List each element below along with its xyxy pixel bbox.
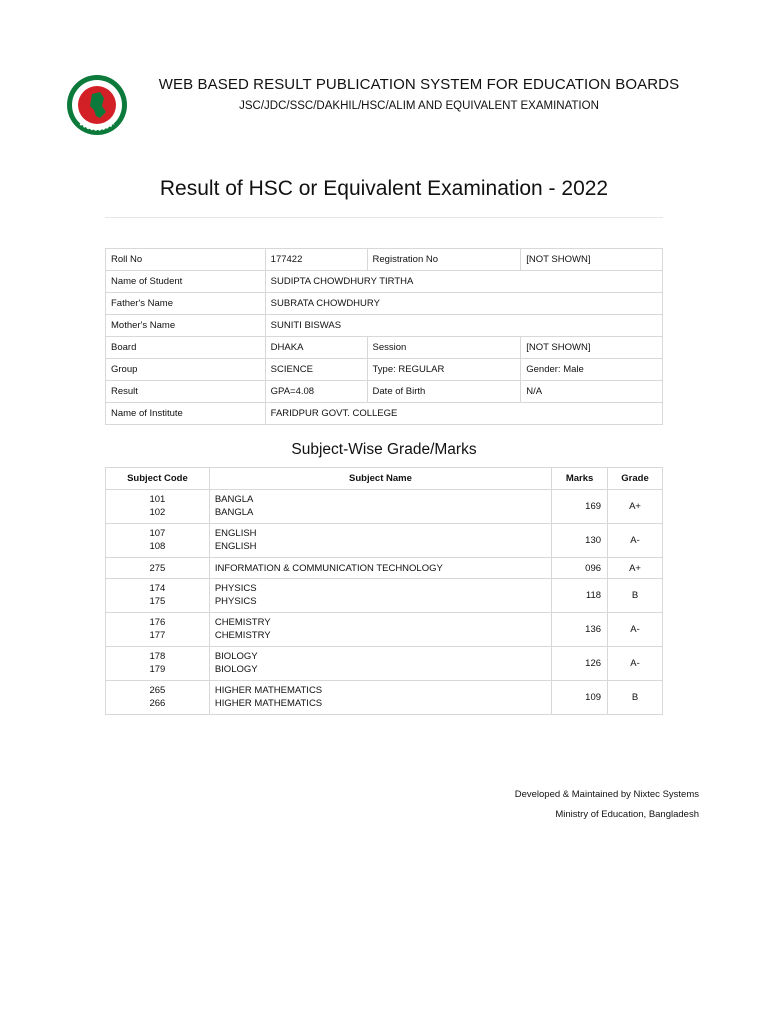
marks-cell: 126 xyxy=(552,647,608,681)
mother-name-value: SUNITI BISWAS xyxy=(265,315,662,337)
session-label: Session xyxy=(367,337,521,359)
table-row xyxy=(106,403,663,425)
grade-cell: B xyxy=(608,681,663,715)
subject-code-header: Subject Code xyxy=(106,468,210,490)
table-row xyxy=(106,681,663,715)
table-row xyxy=(106,613,663,647)
subject-name-cell: ENGLISH ENGLISH xyxy=(209,524,551,558)
subject-name-cell: HIGHER MATHEMATICS HIGHER MATHEMATICS xyxy=(209,681,551,715)
subject-code-cell: 265 266 xyxy=(106,681,210,715)
session-value: [NOT SHOWN] xyxy=(521,337,663,359)
marks-cell: 118 xyxy=(552,579,608,613)
father-name-value: SUBRATA CHOWDHURY xyxy=(265,293,662,315)
table-header-row xyxy=(106,468,663,490)
table-row xyxy=(106,293,663,315)
table-row xyxy=(106,490,663,524)
grade-cell: A- xyxy=(608,613,663,647)
subject-name-cell: CHEMISTRY CHEMISTRY xyxy=(209,613,551,647)
grades-table xyxy=(105,467,663,715)
roll-value: 177422 xyxy=(265,249,367,271)
father-name-label: Father's Name xyxy=(106,293,266,315)
marks-cell: 136 xyxy=(552,613,608,647)
table-row xyxy=(106,249,663,271)
grade-cell: A- xyxy=(608,524,663,558)
grade-cell: B xyxy=(608,579,663,613)
divider xyxy=(105,217,663,218)
dob-label: Date of Birth xyxy=(367,381,521,403)
group-label: Group xyxy=(106,359,266,381)
table-row xyxy=(106,558,663,579)
subject-code-cell: 107 108 xyxy=(106,524,210,558)
grade-cell: A+ xyxy=(608,490,663,524)
table-row xyxy=(106,271,663,293)
subject-name-cell: BANGLA BANGLA xyxy=(209,490,551,524)
student-name-value: SUDIPTA CHOWDHURY TIRTHA xyxy=(265,271,662,293)
grade-header: Grade xyxy=(608,468,663,490)
subject-name-cell: INFORMATION & COMMUNICATION TECHNOLOGY xyxy=(209,558,551,579)
grade-cell: A+ xyxy=(608,558,663,579)
student-info-table xyxy=(105,248,663,425)
subject-code-cell: 174 175 xyxy=(106,579,210,613)
institute-label: Name of Institute xyxy=(106,403,266,425)
student-name-label: Name of Student xyxy=(106,271,266,293)
board-value: DHAKA xyxy=(265,337,367,359)
header-title: WEB BASED RESULT PUBLICATION SYSTEM FOR EDUCATION BOARDS xyxy=(158,76,680,93)
marks-cell: 169 xyxy=(552,490,608,524)
group-value: SCIENCE xyxy=(265,359,367,381)
marks-cell: 096 xyxy=(552,558,608,579)
dob-value: N/A xyxy=(521,381,663,403)
ministry-credit: Ministry of Education, Bangladesh xyxy=(555,809,699,820)
table-row xyxy=(106,381,663,403)
mother-name-label: Mother's Name xyxy=(106,315,266,337)
registration-label: Registration No xyxy=(367,249,521,271)
table-row xyxy=(106,579,663,613)
result-label: Result xyxy=(106,381,266,403)
subject-name-header: Subject Name xyxy=(209,468,551,490)
board-label: Board xyxy=(106,337,266,359)
subject-code-cell: 178 179 xyxy=(106,647,210,681)
table-row xyxy=(106,524,663,558)
header-subtitle: JSC/JDC/SSC/DAKHIL/HSC/ALIM AND EQUIVALENT EXAMINATION xyxy=(239,100,599,112)
result-value: GPA=4.08 xyxy=(265,381,367,403)
subject-code-cell: 275 xyxy=(106,558,210,579)
roll-label: Roll No xyxy=(106,249,266,271)
type-value: Type: REGULAR xyxy=(367,359,521,381)
page-title: Result of HSC or Equivalent Examination - 2022 xyxy=(159,177,609,200)
gender-value: Gender: Male xyxy=(521,359,663,381)
table-row xyxy=(106,315,663,337)
bangladesh-govt-seal-icon xyxy=(66,72,128,138)
registration-value: [NOT SHOWN] xyxy=(521,249,663,271)
subject-code-cell: 176 177 xyxy=(106,613,210,647)
subject-code-cell: 101 102 xyxy=(106,490,210,524)
table-row xyxy=(106,337,663,359)
marks-header: Marks xyxy=(552,468,608,490)
marks-cell: 109 xyxy=(552,681,608,715)
grade-cell: A- xyxy=(608,647,663,681)
table-row xyxy=(106,647,663,681)
developer-credit: Developed & Maintained by Nixtec Systems xyxy=(514,789,699,800)
grades-section-title: Subject-Wise Grade/Marks xyxy=(291,441,477,458)
marks-cell: 130 xyxy=(552,524,608,558)
subject-name-cell: BIOLOGY BIOLOGY xyxy=(209,647,551,681)
subject-name-cell: PHYSICS PHYSICS xyxy=(209,579,551,613)
institute-value: FARIDPUR GOVT. COLLEGE xyxy=(265,403,662,425)
table-row xyxy=(106,359,663,381)
